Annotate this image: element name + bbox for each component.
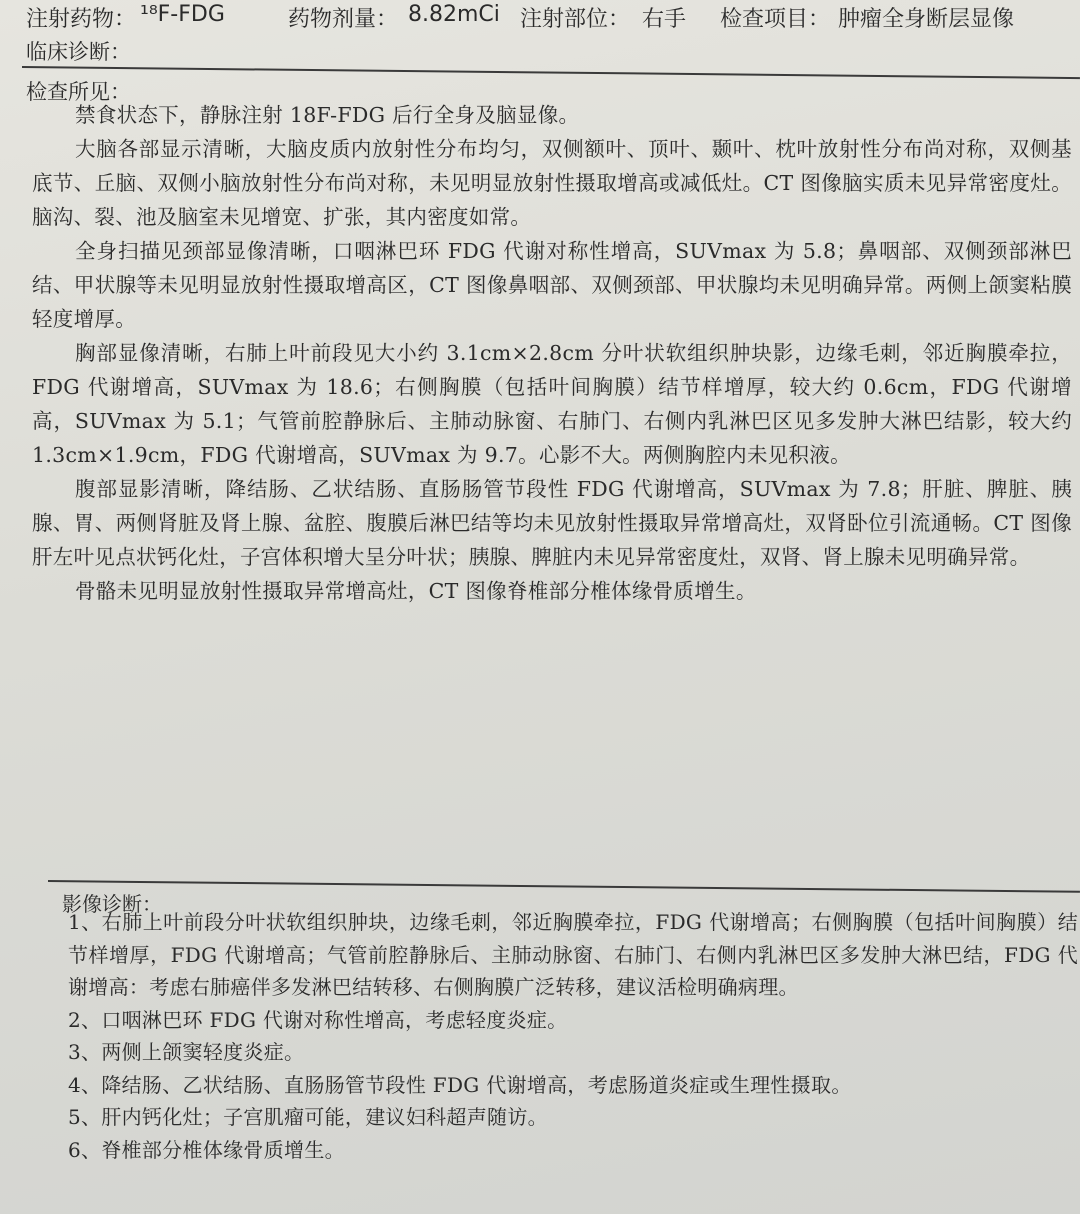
injection-site-value: 右手: [642, 7, 687, 32]
diagnosis-item: 5、肝内钙化灶；子宫肌瘤可能，建议妇科超声随访。: [68, 1105, 548, 1129]
findings-paragraph: 胸部显像清晰，右肺上叶前段见大小约 3.1cm×2.8cm 分叶状软组织肿块影，边缘毛刺，邻近胸膜牵拉，FDG 代谢增高，SUVmax 为 18.6；右侧胸膜（包括叶间胸膜）结节样增厚，较大约 0.6cm，FDG 代谢增高，SUVmax 为 5.1；气管前腔静脉后、主肺动脉窗、右肺门、右侧内乳淋巴区见多发肿大淋巴结影，较大约 1.3cm×1.9cm，FDG 代谢增高，SUVmax 为 9.7。心影不大。两侧胸腔内未见积液。: [32, 341, 1072, 467]
diagnosis-item: 2、口咽淋巴环 FDG 代谢对称性增高，考虑轻度炎症。: [68, 1007, 568, 1032]
diagnosis-title: 影像诊断：: [62, 892, 162, 916]
findings-section: [32, 98, 1072, 608]
diagnosis-section: [68, 906, 1078, 1166]
divider-bottom: [48, 880, 1080, 893]
injection-site-label: 注射部位：: [520, 7, 631, 32]
injection-drug-value: ¹⁸F-FDG: [140, 2, 225, 27]
diagnosis-item: 6、脊椎部分椎体缘骨质增生。: [68, 1137, 345, 1162]
exam-item-value: 肿瘤全身断层显像: [838, 7, 1015, 32]
divider-top: [22, 66, 1080, 79]
diagnosis-item: 4、降结肠、乙状结肠、直肠肠管节段性 FDG 代谢增高，考虑肠道炎症或生理性摄取。: [68, 1072, 852, 1097]
clinical-diagnosis-label: 临床诊断：: [26, 40, 131, 64]
findings-paragraph: 大脑各部显示清晰，大脑皮质内放射性分布均匀，双侧额叶、顶叶、颞叶、枕叶放射性分布尚对称，双侧基底节、丘脑、双侧小脑放射性分布尚对称，未见明显放射性摄取增高或减低灶。CT 图像脑实质未见异常密度灶。脑沟、裂、池及脑室未见增宽、扩张，其内密度如常。: [32, 137, 1072, 229]
exam-item-label: 检查项目：: [720, 7, 831, 32]
findings-title: 检查所见：: [26, 80, 131, 104]
findings-paragraph: 骨骼未见明显放射性摄取异常增高灶，CT 图像脊椎部分椎体缘骨质增生。: [75, 579, 757, 603]
findings-paragraph: 腹部显影清晰，降结肠、乙状结肠、直肠肠管节段性 FDG 代谢增高，SUVmax 为 7.8；肝脏、脾脏、胰腺、胃、两侧肾脏及肾上腺、盆腔、腹膜后淋巴结等均未见放射性摄取异常增高灶，双肾卧位引流通畅。CT 图像肝左叶见点状钙化灶，子宫体积增大呈分叶状；胰腺、脾脏内未见异常密度灶，双肾、肾上腺未见明确异常。: [32, 477, 1072, 569]
diagnosis-item: 1、右肺上叶前段分叶状软组织肿块，边缘毛刺，邻近胸膜牵拉，FDG 代谢增高；右侧胸膜（包括叶间胸膜）结节样增厚，FDG 代谢增高；气管前腔静脉后、主肺动脉窗、右肺门、右侧内乳淋巴区多发肿大淋巴结，FDG 代谢增高：考虑右肺癌伴多发淋巴结转移、右侧胸膜广泛转移，建议活检明确病理。: [68, 910, 1078, 999]
diagnosis-item: 3、两侧上颌窦轻度炎症。: [68, 1040, 305, 1064]
findings-paragraph: 禁食状态下，静脉注射 18F-FDG 后行全身及脑显像。: [75, 103, 580, 127]
injection-drug-label: 注射药物：: [26, 7, 137, 32]
drug-dose-label: 药物剂量：: [288, 7, 399, 32]
drug-dose-value: 8.82mCi: [408, 2, 500, 27]
findings-paragraph: 全身扫描见颈部显像清晰，口咽淋巴环 FDG 代谢对称性增高，SUVmax 为 5.8；鼻咽部、双侧颈部淋巴结、甲状腺等未见明显放射性摄取增高区，CT 图像鼻咽部、双侧颈部、甲状腺均未见明确异常。两侧上颌窦粘膜轻度增厚。: [32, 239, 1072, 331]
report-header: [26, 0, 1066, 34]
